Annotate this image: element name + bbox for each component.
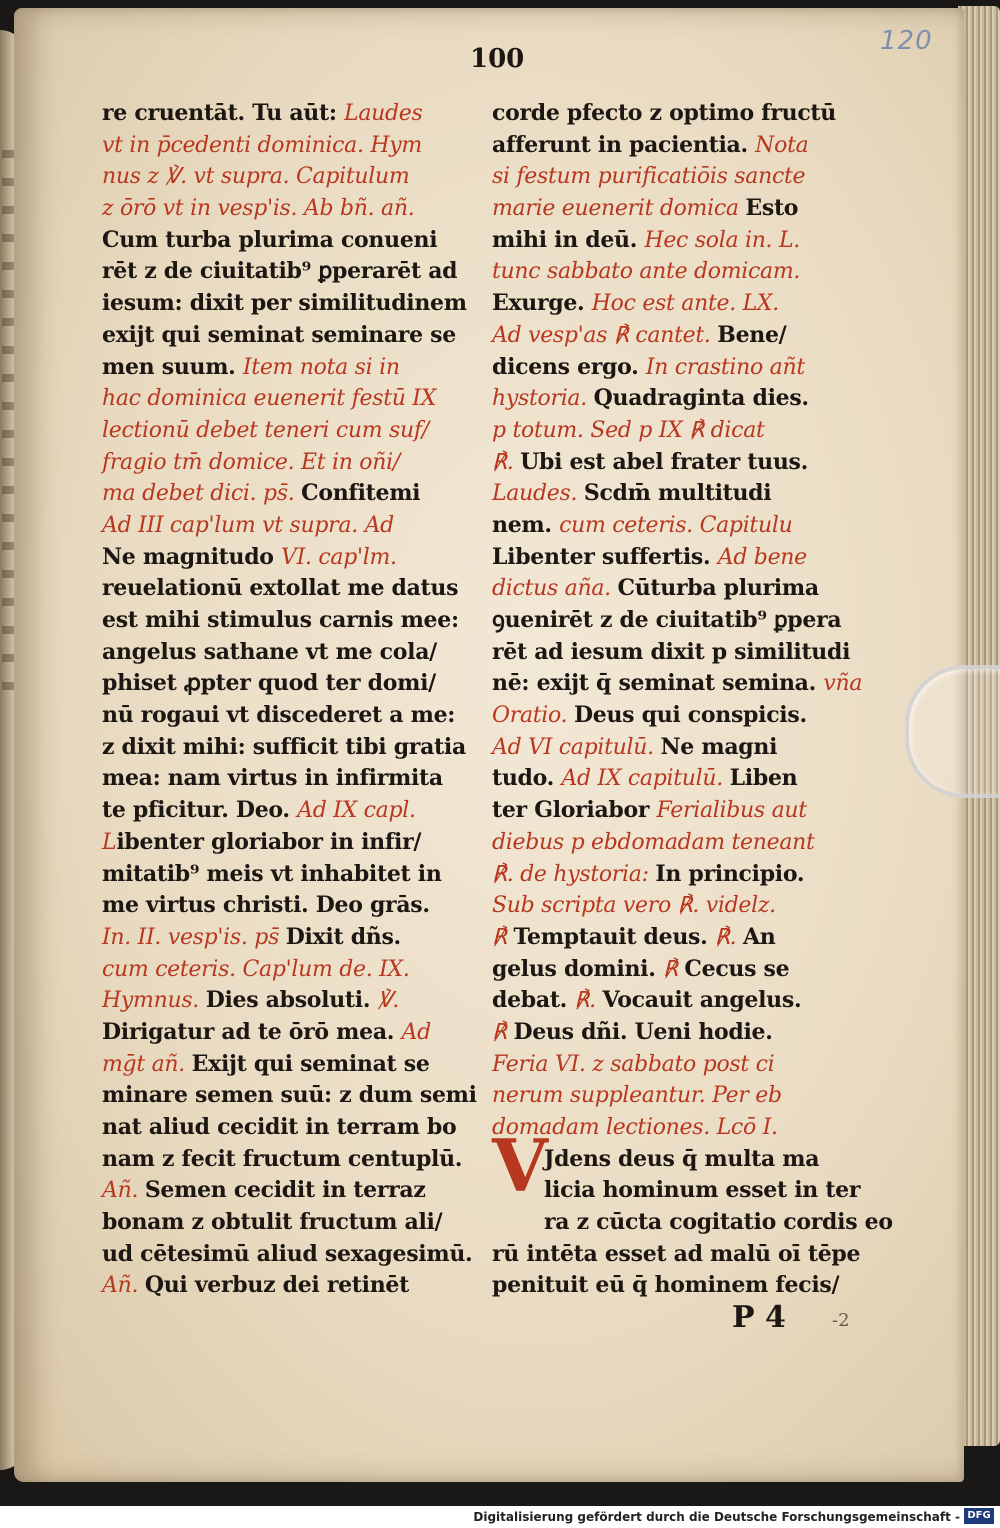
text-line: [492, 510, 870, 542]
text-line: [492, 161, 870, 193]
rubric-text: ℟. de hystoria:: [492, 861, 656, 887]
rubric-text: cum ceteris. Capitulu: [559, 512, 793, 538]
body-text: Deus qui conspicis.: [574, 702, 807, 729]
decorated-initial-letter: V: [492, 1123, 548, 1208]
body-text: dicens ergo.: [492, 353, 646, 380]
rubric-text: Laudes: [344, 101, 423, 126]
text-line: [492, 732, 870, 764]
body-text: nē: exijt q̄ seminat semina.: [492, 670, 824, 697]
body-text: Ne magnitudo: [102, 543, 282, 570]
text-line: [102, 922, 470, 954]
margin-mark: -2: [832, 1310, 850, 1331]
body-text: Dies absoluti.: [205, 987, 378, 1014]
text-line: [102, 668, 470, 700]
text-line: [492, 1207, 893, 1239]
text-line: [492, 637, 870, 669]
body-text: gelus domini.: [492, 955, 663, 982]
text-line: [102, 700, 470, 732]
body-text: Ubi est abel frater tuus.: [520, 448, 808, 475]
text-line: [492, 542, 870, 574]
rubric-text: lectionū debet teneri cum suf/: [102, 417, 429, 443]
body-text: ibenter gloriabor in infir/: [116, 828, 422, 855]
text-line: [492, 447, 870, 479]
text-line: [102, 1239, 473, 1271]
text-line: [102, 478, 470, 510]
body-text: me virtus christi. Deo grās.: [102, 892, 430, 919]
body-text: Confitemi: [301, 480, 421, 507]
text-line: [492, 1270, 870, 1302]
body-text: ra z cūcta cogitatio cordis eo: [544, 1209, 893, 1236]
text-line: [102, 1144, 470, 1176]
rubric-text: ℟.: [714, 924, 743, 950]
text-line: [102, 1112, 470, 1144]
rubric-text: In. II. vesp'is. ps̄: [102, 924, 286, 950]
text-line: [102, 193, 470, 225]
text-line: [102, 1270, 470, 1302]
text-line: [492, 1049, 870, 1081]
rubric-text: ℟.: [574, 988, 603, 1014]
text-line: [102, 383, 470, 415]
body-text: ter Gloriabor: [492, 797, 657, 824]
rubric-text: Ad III cap'lum vt supra. Ad: [102, 512, 394, 538]
text-line: [102, 827, 470, 859]
body-text: Qui verbuz dei retinēt: [144, 1272, 409, 1299]
rubric-text: nerum suppleantur. Per eb: [492, 1083, 782, 1109]
rubric-text: z ōrō vt in vesp'is. Ab bñ. añ.: [102, 196, 415, 222]
text-line: [492, 98, 870, 130]
text-line: [492, 130, 870, 162]
rubric-text: domadam lectiones. Lcō I.: [492, 1115, 778, 1140]
text-line: [492, 383, 870, 415]
body-text: iesum: dixit per similitudinem: [102, 290, 467, 317]
rubric-text: Ad IX capl.: [297, 798, 416, 824]
digitization-credit: Digitalisierung gefördert durch die Deutsche Forschungsgemeinschaft -: [473, 1510, 960, 1524]
rubric-text: Hec sola in. L.: [644, 227, 800, 253]
text-line: [102, 320, 470, 352]
text-line: [492, 954, 870, 986]
body-text: nam z fecit fructum centuplū.: [102, 1145, 463, 1172]
rubric-text: Ad: [401, 1019, 431, 1045]
body-text: bonam z obtulit fructum ali/: [102, 1209, 443, 1236]
signature-mark: P 4: [732, 1300, 786, 1335]
body-text: Cum turba plurima conueni: [102, 226, 438, 253]
body-text: mitatib⁹ meis vt inhabitet in: [102, 860, 442, 887]
body-text: Vocauit angelus.: [602, 987, 802, 1014]
text-line: [492, 288, 870, 320]
text-line: [102, 352, 470, 384]
text-line: [492, 256, 870, 288]
body-text: Ne magni: [660, 733, 778, 760]
rubric-text: vña: [823, 671, 863, 697]
text-line: [102, 256, 470, 288]
rubric-text: In crastino añt: [645, 354, 805, 380]
text-line: [492, 573, 870, 605]
body-text: phiset ꝓpter quod ter domi/: [102, 670, 436, 697]
dfg-logo: DFG: [964, 1508, 994, 1524]
rubric-text: Añ.: [102, 1273, 145, 1299]
text-line: [102, 542, 470, 574]
body-text: rēt z de ciuitatib⁹ ꝑperarēt ad: [102, 258, 458, 285]
rubric-text: Nota: [755, 132, 809, 158]
text-line: [102, 954, 470, 986]
text-line: [492, 668, 870, 700]
rubric-text: ma debet dici. ps̄.: [102, 481, 302, 507]
text-line: [102, 130, 470, 162]
text-line: [102, 795, 470, 827]
body-text: corde pfecto z optimo fructū: [492, 100, 836, 126]
rubric-text: Sub scripta vero ℟. videlz.: [492, 893, 776, 919]
body-text: Dixit dñs.: [285, 923, 401, 950]
body-text: Semen cecidit in terraz: [144, 1177, 426, 1204]
rubric-text: ℣.: [377, 988, 400, 1014]
text-line: [102, 1017, 470, 1049]
body-text: Exijt qui seminat se: [191, 1050, 430, 1077]
text-line: [102, 859, 470, 891]
rubric-text: cum ceteris. Cap'lum de. IX.: [102, 956, 410, 982]
rubric-text: si festum purificatiōis sancte: [492, 164, 806, 190]
text-line: [492, 320, 870, 352]
rubric-text: Hymnus.: [102, 988, 206, 1014]
text-line: [492, 415, 870, 447]
rubric-text: Oratio.: [492, 703, 574, 729]
body-text: In principio.: [655, 860, 805, 887]
body-text: Exurge.: [492, 290, 592, 317]
text-line: [492, 700, 870, 732]
body-text: Jdens deus q̄ multa ma: [544, 1145, 820, 1172]
body-text: Quadraginta dies.: [593, 385, 809, 412]
body-text: Bene/: [717, 321, 787, 348]
rubric-text: Item nota si in: [242, 354, 400, 380]
body-text: rēt ad iesum dixit p similitudi: [492, 638, 851, 665]
body-text: Cecus se: [684, 955, 790, 982]
text-line: [492, 1112, 870, 1144]
text-line: [102, 1175, 470, 1207]
rubric-text: VI. cap'lm.: [281, 544, 397, 570]
body-text: Libenter suffertis.: [492, 543, 718, 570]
text-line: [102, 732, 470, 764]
body-text: afferunt in pacientia.: [492, 131, 756, 158]
text-line: [492, 1080, 870, 1112]
rubric-text: marie euenerit domica: [492, 196, 746, 222]
body-text: nū rogaui vt discederet a me:: [102, 702, 456, 729]
body-text: Deus dñi. Ueni hodie.: [513, 1018, 773, 1045]
rubric-text: L: [102, 829, 117, 855]
rubric-text: Ferialibus aut: [656, 798, 807, 824]
body-text: An: [742, 923, 776, 950]
text-line: [102, 637, 470, 669]
text-line: [102, 447, 470, 479]
text-line: [102, 288, 470, 320]
body-text: re cruentāt. Tu aūt:: [102, 100, 345, 126]
body-text: reuelationū extollat me datus: [102, 575, 459, 602]
rubric-text: ℟.: [492, 449, 521, 475]
text-line: [492, 763, 870, 795]
text-line: [102, 98, 470, 130]
text-line: [492, 1144, 870, 1176]
text-line: [102, 161, 470, 193]
text-line: [102, 890, 470, 922]
rubric-text: fragio tm̄ domice. Et in oñi/: [102, 449, 400, 475]
text-line: [102, 1080, 477, 1112]
text-line: [492, 605, 870, 637]
body-text: ꝯuenirēt z de ciuitatib⁹ ꝑpera: [492, 607, 842, 633]
body-text: minare semen suū: z dum semi: [102, 1082, 477, 1109]
body-text: licia hominum esset in ter: [544, 1177, 861, 1204]
text-line: [102, 1207, 470, 1239]
rubric-text: Ad vesp'as ℟ cantet.: [492, 322, 718, 348]
text-line: [102, 1049, 470, 1081]
body-text: ud cētesimū aliud sexagesimū.: [102, 1240, 473, 1267]
rubric-text: Añ.: [102, 1178, 145, 1204]
text-line: [102, 573, 470, 605]
rubric-text: mḡt añ.: [102, 1051, 192, 1077]
body-text: tudo.: [492, 765, 562, 792]
rubric-text: dictus aña.: [492, 576, 618, 602]
left-text-column: [102, 98, 477, 1302]
body-text: te pficitur. Deo.: [102, 797, 298, 824]
body-text: rū intēta esset ad malū oī tēpe: [492, 1240, 861, 1267]
text-line: [102, 225, 470, 257]
body-text: mihi in deū.: [492, 226, 645, 253]
rubric-text: nus z ℣. vt supra. Capitulum: [102, 164, 410, 190]
text-line: [492, 1239, 870, 1271]
rubric-text: ℟: [662, 956, 685, 982]
rubric-text: hystoria.: [492, 386, 594, 412]
rubric-text: Laudes.: [492, 481, 584, 507]
text-line: [492, 922, 870, 954]
pencil-folio-number: 120: [880, 26, 933, 56]
rubric-text: Ad VI capitulū.: [492, 734, 661, 760]
body-text: debat.: [492, 987, 575, 1014]
rubric-text: Ad IX capitulū.: [561, 766, 730, 792]
body-text: exijt qui seminat seminare se: [102, 321, 456, 348]
page-number: 100: [470, 44, 525, 74]
text-line: [492, 1017, 870, 1049]
body-text: est mihi stimulus carnis mee:: [102, 607, 459, 633]
body-text: mea: nam virtus in infirmita: [102, 765, 443, 792]
rubric-text: diebus p ebdomadam teneant: [492, 829, 815, 855]
text-line: [492, 985, 870, 1017]
text-line: [102, 605, 470, 637]
rubric-text: ℟: [492, 924, 514, 950]
text-line: [102, 985, 470, 1017]
rubric-text: p totum. Sed p IX ℟ dicat: [492, 417, 765, 443]
text-line: [492, 859, 870, 891]
right-text-column: [492, 98, 893, 1302]
text-line: [492, 890, 870, 922]
text-line: [102, 510, 470, 542]
text-line: [102, 763, 470, 795]
body-text: Liben: [729, 765, 798, 792]
text-line: [492, 225, 870, 257]
body-text: z dixit mihi: sufficit tibi gratia: [102, 733, 466, 760]
rubric-text: hac dominica euenerit festū IX: [102, 386, 437, 412]
rubric-text: tunc sabbato ante domicam.: [492, 259, 801, 285]
rubric-text: Feria VI. z sabbato post ci: [492, 1051, 775, 1077]
rubric-text: Ad bene: [717, 544, 807, 570]
body-text: men suum.: [102, 353, 243, 380]
text-line: [492, 827, 870, 859]
text-line: [492, 795, 870, 827]
body-text: Dirigatur ad te ōrō mea.: [102, 1018, 402, 1045]
rubric-text: ℟: [492, 1019, 514, 1045]
text-line: [492, 478, 870, 510]
body-text: Scdm̄ multitudi: [583, 480, 772, 507]
body-text: penituit eū q̄ hominem fecis/: [492, 1272, 840, 1299]
text-line: [102, 415, 470, 447]
body-text: angelus sathane vt me cola/: [102, 638, 437, 665]
text-line: [492, 1175, 870, 1207]
text-line: [492, 352, 870, 384]
rubric-text: vt in p̄cedenti dominica. Hym: [102, 132, 422, 158]
body-text: Cūturba plurima: [617, 575, 819, 602]
text-line: [492, 193, 870, 225]
body-text: Temptauit deus.: [513, 923, 715, 950]
rubric-text: Hoc est ante. LX.: [591, 291, 779, 317]
body-text: nat aliud cecidit in terram bo: [102, 1114, 457, 1140]
body-text: nem.: [492, 511, 560, 538]
body-text: Esto: [745, 195, 799, 222]
